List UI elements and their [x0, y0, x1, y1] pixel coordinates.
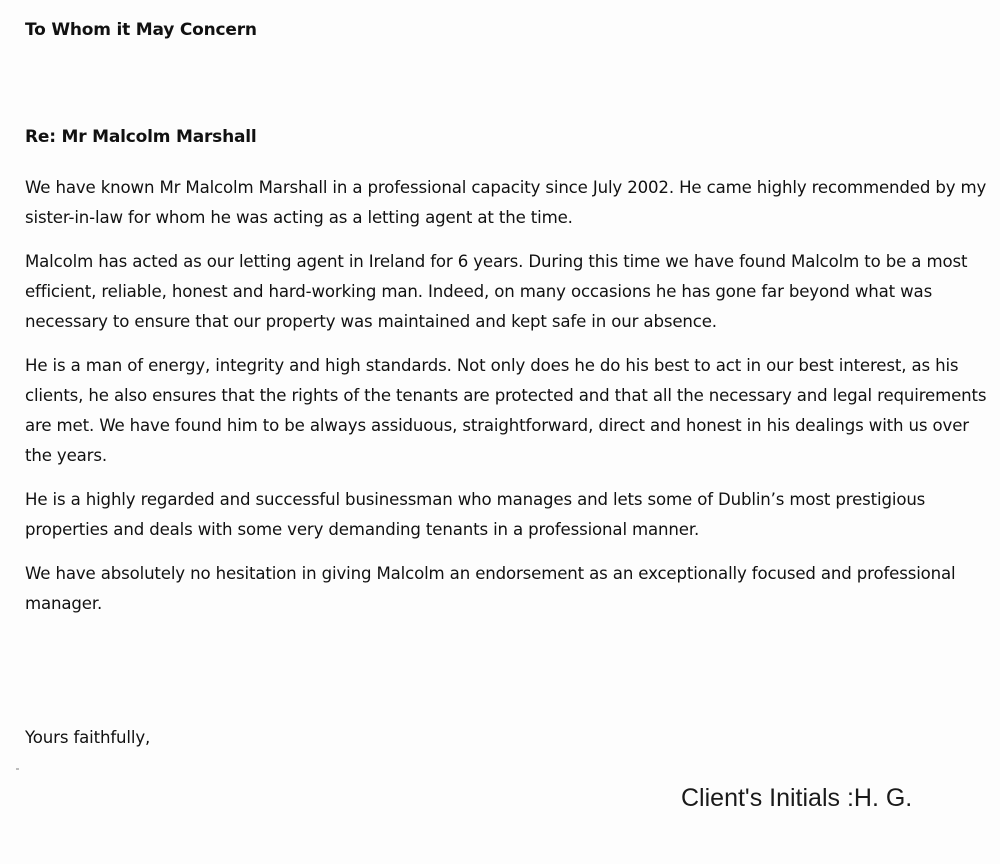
paragraph-endorsement: We have absolutely no hesitation in giving Malcolm an endorsement as an exceptionally focused and professional manager. — [25, 564, 956, 613]
salutation: To Whom it May Concern — [25, 20, 257, 40]
paragraph-acquaintance: We have known Mr Malcolm Marshall in a professional capacity since July 2002. He came highly recommended by my sister-in-law for whom he was acting as a letting agent at the time. — [25, 178, 987, 227]
client-initials: Client's Initials :H. G. — [681, 784, 913, 812]
subject-line: Re: Mr Malcolm Marshall — [25, 127, 257, 147]
paragraph-business: He is a highly regarded and successful businessman who manages and lets some of Dublin’s most prestigious properties and deals with some very demanding tenants in a professional manner. — [25, 490, 926, 539]
letter-body — [25, 173, 995, 633]
paragraph-character: He is a man of energy, integrity and high standards. Not only does he do his best to act in our best interest, as his clients, he also ensures that the rights of the tenants are protected and that all the necessary and legal requirements are met. We have found him to be always assiduous, straightforward, direct and honest in his dealings with us over the years. — [25, 356, 987, 465]
scan-speck — [16, 768, 19, 770]
closing: Yours faithfully, — [25, 728, 151, 747]
paragraph-letting-agent: Malcolm has acted as our letting agent in Ireland for 6 years. During this time we have found Malcolm to be a most efficient, reliable, honest and hard-working man. Indeed, on many occasions he has gone far beyond what was necessary to ensure that our property was maintained and kept safe in our absence. — [25, 252, 968, 331]
